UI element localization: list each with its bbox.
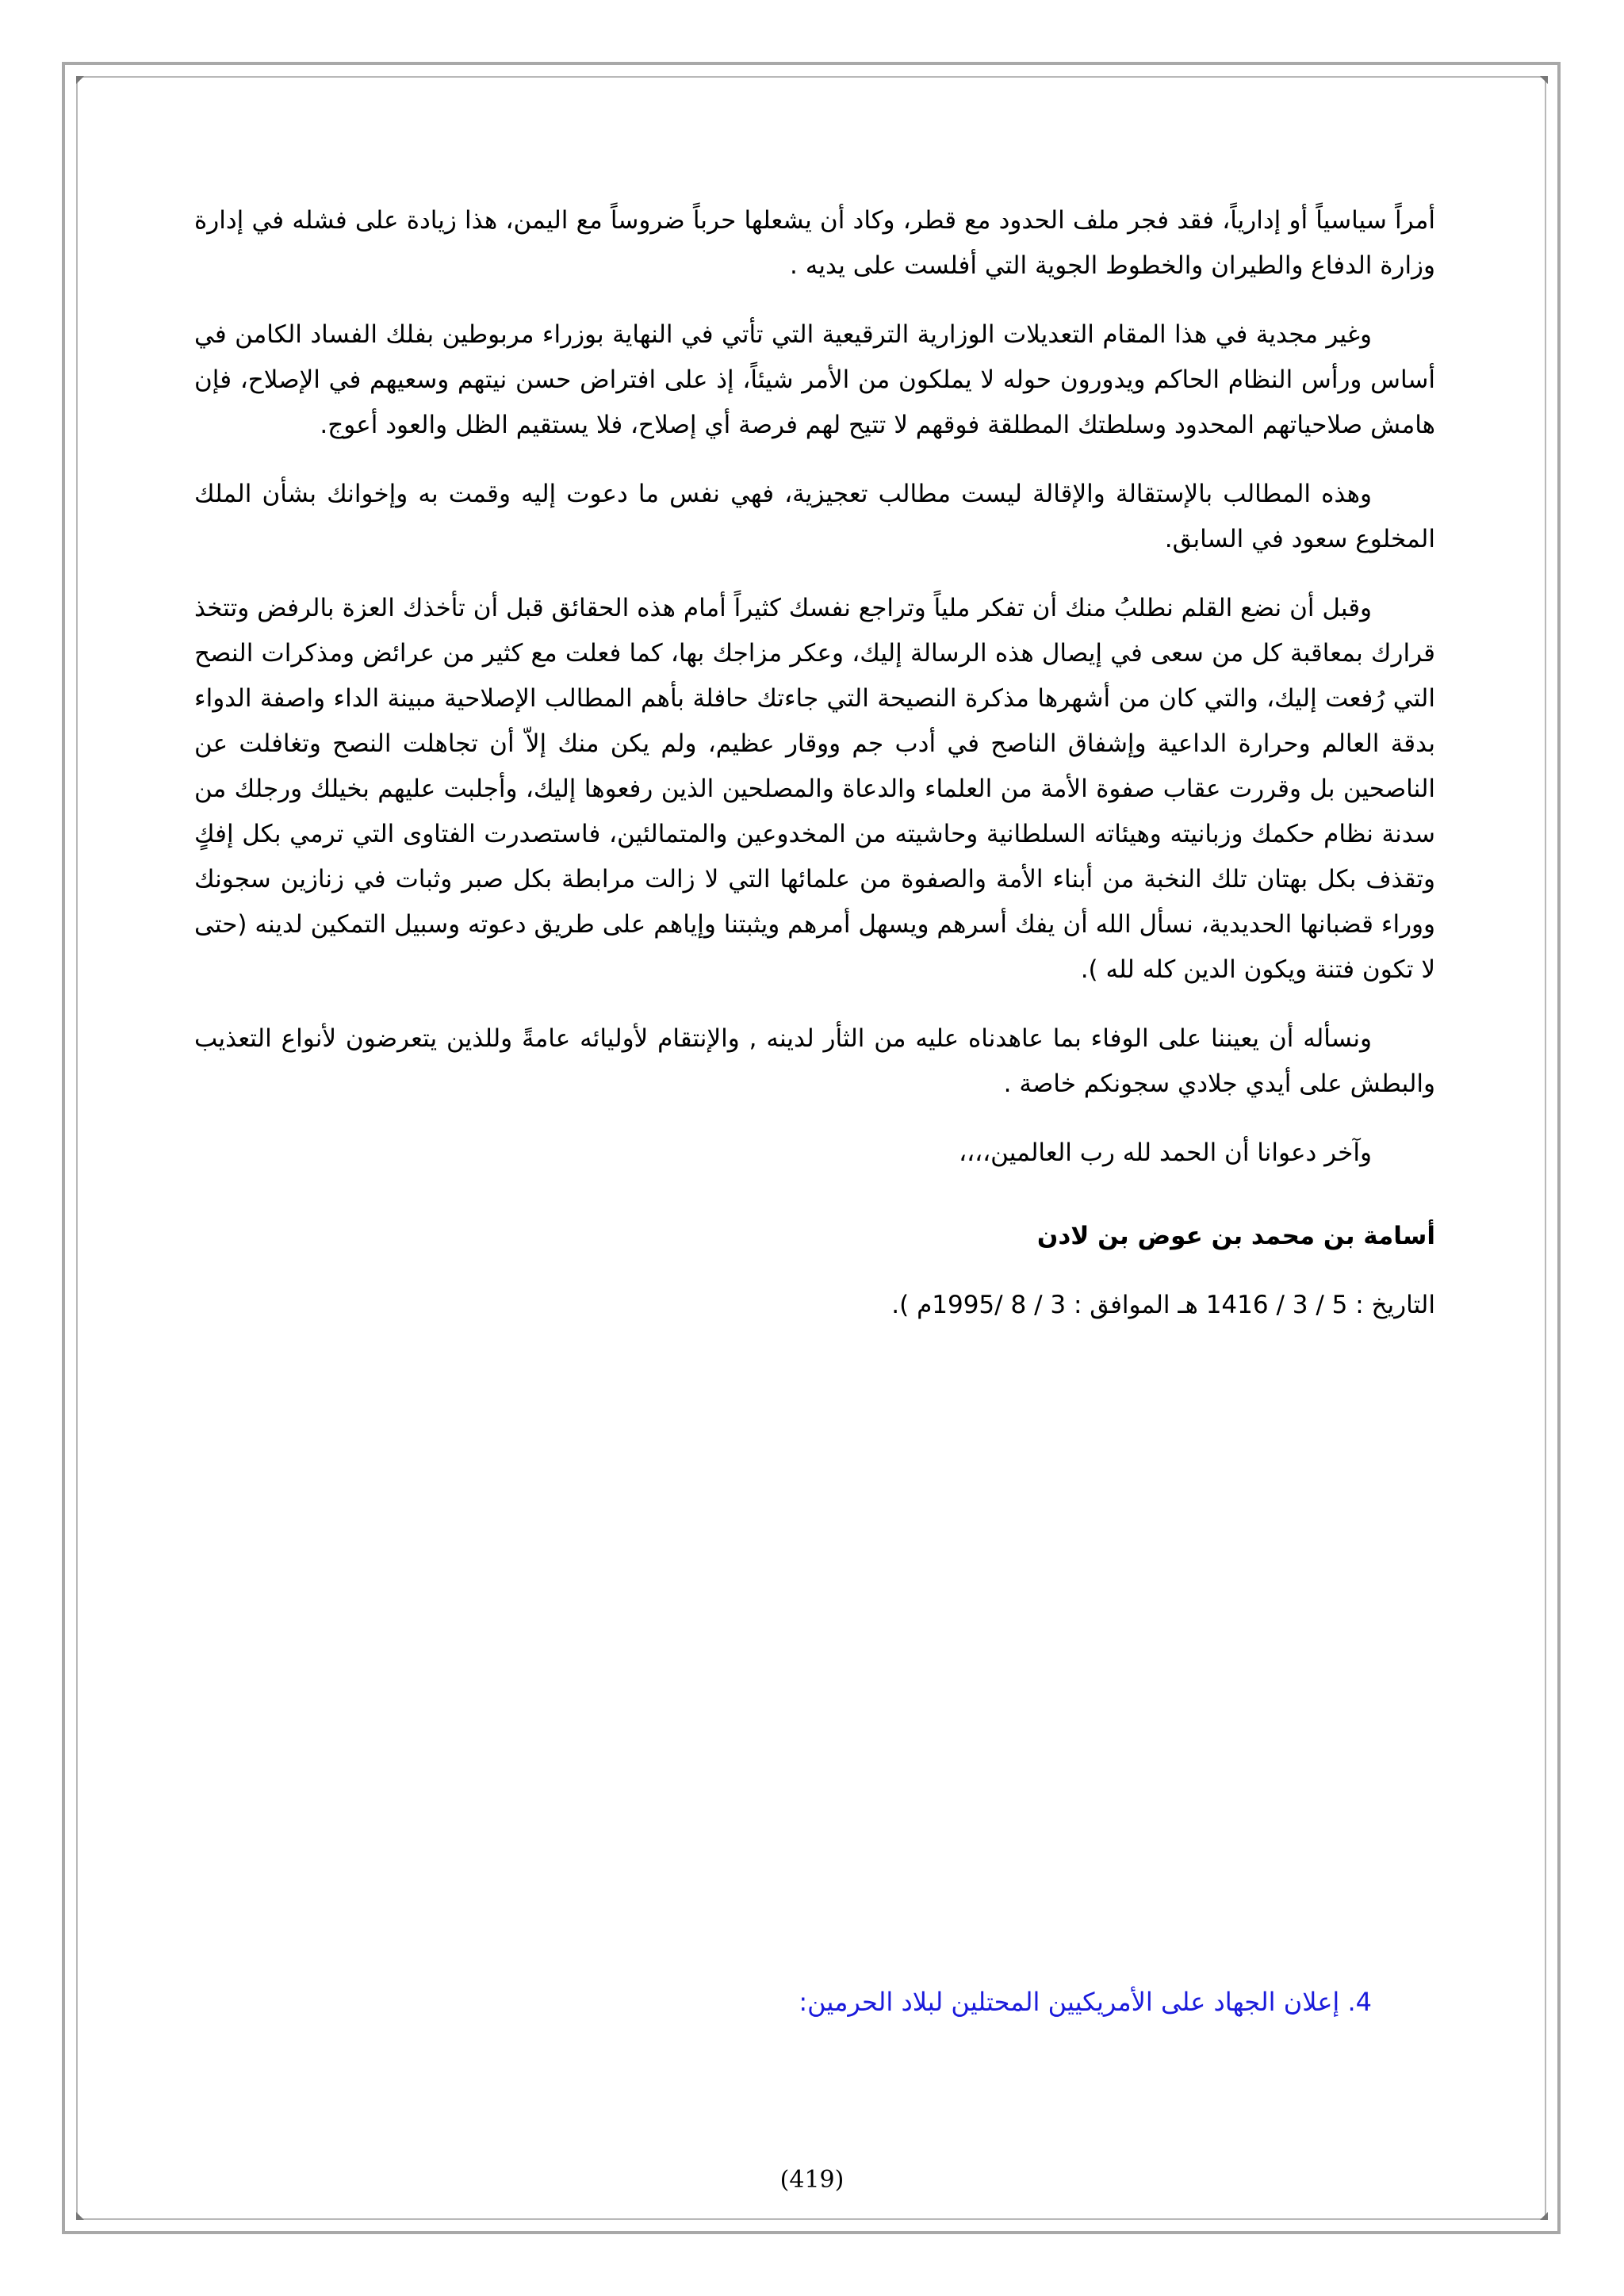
- closing-line: وآخر دعوانا أن الحمد لله رب العالمين،،،،: [959, 1138, 1372, 1167]
- corner-ornament: [1540, 76, 1548, 84]
- signature: أسامة بن محمد بن عوض بن لادن: [1036, 1222, 1435, 1250]
- paragraph: وقبل أن نضع القلم نطلبُ منك أن تفكر ملياً وتراجع نفسك كثيراً أمام هذه الحقائق قبل أن تأخذك العزة بالرفض وتتخذ قرارك بمعاقبة كل من سعى في إيصال هذه الرسالة إليك، وعكر مزاجك بها، كما فعلت مع كثير من عرائض ومذكرات النصح التي رُفعت إليك، والتي كان من أشهرها مذكرة النصيحة التي جاءتك حافلة بأهم المطالب الإصلاحية مبينة الداء واصفة الدواء بدقة العالم وحرارة الداعية وإشفاق الناصح في أدب جم ووقار عظيم، ولم يكن منك إلاّ أن تجاهلت النصح وتغافلت عن الناصحين بل وقررت عقاب صفوة الأمة من العلماء والدعاة والمصلحين الذين رفعوها إليك، وأجلبت عليهم بخيلك ورجلك من سدنة نظام حكمك وزبانيته وهيئاته السلطانية وحاشيته من المخدوعين والمتمالئين، فاستصدرت الفتاوى التي ترمي بكل إفكٍ وتقذف بكل بهتان تلك النخبة من أبناء الأمة والصفوة من علمائها التي لا زالت مرابطة بكل صبر وثبات في زنازين سجونك ووراء قضبانها الحديدية، نسأل الله أن يفك أسرهم ويسهل أمرهم ويثبتنا وإياهم على طريق دعوته وسبيل التمكين لدينه (حتى لا تكون فتنة ويكون الدين كله لله ).: [194, 594, 1435, 984]
- page-number: (419): [779, 2166, 845, 2194]
- paragraph: وغير مجدية في هذا المقام التعديلات الوزارية الترقيعية التي تأتي في النهاية بوزراء مربوطين بفلك الفساد الكامن في أساس ورأس النظام الحاكم ويدورون حوله لا يملكون من الأمر شيئاً، إذ على افتراض حسن نيتهم وسعيهم في الإصلاح، فإن هامش صلاحياتهم المحدود وسلطتك المطلقة فوقهم لا تتيح لهم فرصة أي إصلاح، فلا يستقيم الظل والعود أعوج.: [194, 320, 1435, 439]
- section-heading: [194, 1982, 1435, 2022]
- paragraph: ونسأله أن يعيننا على الوفاء بما عاهدناه عليه من الثأر لدينه , والإنتقام لأوليائه عامةً وللذين يتعرضون لأنواع التعذيب والبطش على أيدي جلادي سجونكم خاصة .: [194, 1024, 1435, 1098]
- section-heading-text: 4. إعلان الجهاد على الأمريكيين المحتلين لبلاد الحرمين:: [799, 1987, 1372, 2017]
- paragraph: أمراً سياسياً أو إدارياً، فقد فجر ملف الحدود مع قطر، وكاد أن يشعلها حرباً ضروساً مع اليمن، هذا زيادة على فشله في إدارة وزارة الدفاع والطيران والخطوط الجوية التي أفلست على يديه .: [194, 206, 1435, 280]
- corner-ornament: [76, 2212, 84, 2220]
- document-body: [194, 198, 1435, 1328]
- corner-ornament: [1540, 2212, 1548, 2220]
- paragraph: وهذه المطالب بالإستقالة والإقالة ليست مطالب تعجيزية، فهي نفس ما دعوت إليه وقمت به وإخوانك بشأن الملك المخلوع سعود في السابق.: [194, 480, 1435, 553]
- date-line: التاريخ : 5 / 3 / 1416 هـ الموافق : 3 / 8 /1995م ).: [891, 1291, 1435, 1319]
- corner-ornament: [76, 76, 84, 84]
